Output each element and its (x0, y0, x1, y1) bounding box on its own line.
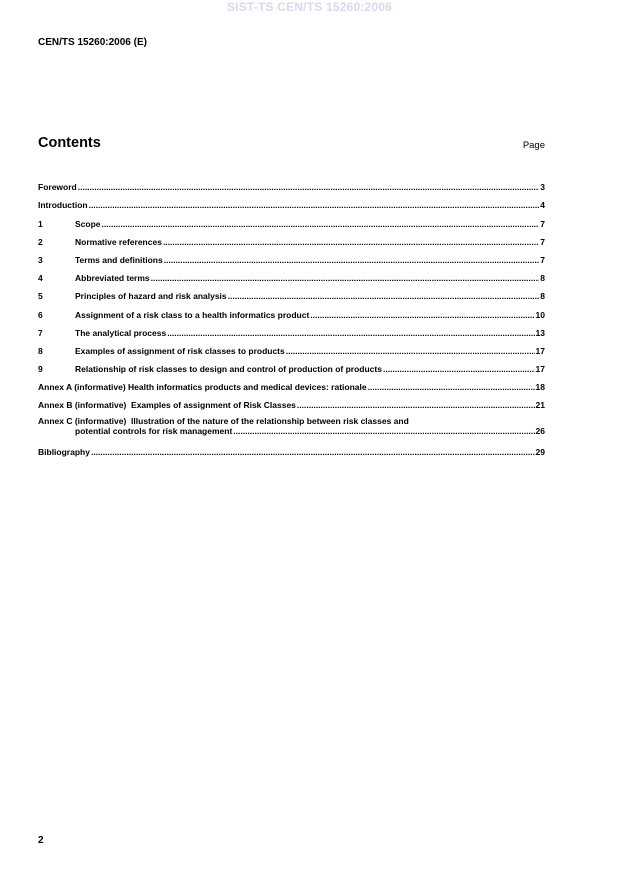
toc-entry-terms-and-definitions[interactable] (38, 247, 545, 265)
toc-entry-number: 5 (38, 291, 43, 302)
toc-entry-normative-references[interactable] (38, 229, 545, 247)
toc-entry-continuation (38, 426, 545, 436)
toc-entry-number: 1 (38, 218, 43, 229)
toc-entry-label-continued: potential controls for risk management (75, 426, 233, 437)
toc-entry-label: Annex C (informative) Illustration of the nature of the relationship between risk classes and (38, 416, 409, 427)
dot-leader (383, 364, 535, 374)
toc-entry-annex-c[interactable] (38, 410, 545, 438)
toc-entry-page: 26 (535, 426, 545, 437)
toc-entry-bibliography[interactable] (38, 438, 545, 456)
toc-entry-page: 4 (540, 200, 545, 211)
dot-leader (151, 273, 540, 283)
toc-entry-analytical-process[interactable] (38, 320, 545, 338)
toc-entry-page: 29 (535, 446, 545, 457)
document-id: CEN/TS 15260:2006 (E) (38, 37, 147, 48)
page-column-label: Page (522, 140, 545, 151)
toc-entry-label: Relationship of risk classes to design and control of production of products (75, 364, 382, 375)
dot-leader (163, 237, 539, 247)
toc-entry-page: 18 (535, 382, 545, 393)
dot-leader (91, 447, 535, 457)
dot-leader (78, 182, 540, 192)
toc-entry-page: 7 (540, 218, 545, 229)
toc-entry-annex-a[interactable] (38, 374, 545, 392)
toc-entry-page: 7 (540, 236, 545, 247)
toc-entry-label: Normative references (75, 236, 162, 247)
toc-entry-principles[interactable] (38, 283, 545, 301)
dot-leader (164, 255, 540, 265)
toc-entry-foreword[interactable] (38, 174, 545, 192)
toc-entry-page: 8 (540, 291, 545, 302)
dot-leader (297, 400, 535, 410)
toc-entry-label: Principles of hazard and risk analysis (75, 291, 227, 302)
toc-entry-page: 21 (535, 400, 545, 411)
toc-entry-annex-b[interactable] (38, 392, 545, 410)
toc-entry-number: 8 (38, 345, 43, 356)
toc-entry-label: Scope (75, 218, 101, 229)
toc-entry-number: 3 (38, 254, 43, 265)
toc-entry-label: Terms and definitions (75, 254, 163, 265)
watermark: SIST-TS CEN/TS 15260:2006 (226, 0, 393, 14)
dot-leader (310, 310, 534, 320)
dot-leader (102, 219, 540, 229)
toc-entry-label: Foreword (38, 182, 77, 193)
dot-leader (89, 200, 540, 210)
toc-entry-label: Bibliography (38, 446, 90, 457)
toc-entry-introduction[interactable] (38, 192, 545, 210)
toc-entry-page: 3 (540, 182, 545, 193)
contents-title: Contents (38, 135, 101, 151)
toc-entry-number: 4 (38, 273, 43, 284)
dot-leader (233, 426, 534, 436)
toc-entry-label: Abbreviated terms (75, 273, 150, 284)
toc-entry-number: 9 (38, 364, 43, 375)
toc-entry-number: 7 (38, 327, 43, 338)
toc-entry-relationship[interactable] (38, 356, 545, 374)
dot-leader (228, 291, 540, 301)
toc-entry-examples[interactable] (38, 338, 545, 356)
dot-leader (167, 328, 534, 338)
dot-leader (368, 382, 535, 392)
toc-entry-abbreviated-terms[interactable] (38, 265, 545, 283)
toc-entry-page: 13 (535, 327, 545, 338)
table-of-contents (38, 174, 545, 457)
toc-entry-label: Annex B (informative) Examples of assignment of Risk Classes (38, 400, 296, 411)
toc-entry-label: Annex A (informative) Health informatics products and medical devices: rationale (38, 382, 367, 393)
toc-entry-label: Assignment of a risk class to a health informatics product (75, 309, 310, 320)
page-number: 2 (38, 835, 44, 846)
toc-entry-label: Examples of assignment of risk classes to products (75, 345, 285, 356)
toc-entry-label: The analytical process (75, 327, 167, 338)
toc-entry-page: 8 (540, 273, 545, 284)
toc-entry-number: 6 (38, 309, 43, 320)
toc-entry-page: 10 (535, 309, 545, 320)
toc-entry-number: 2 (38, 236, 43, 247)
toc-entry-page: 17 (535, 345, 545, 356)
dot-leader (286, 346, 535, 356)
toc-entry-label: Introduction (38, 200, 88, 211)
toc-entry-page: 17 (535, 364, 545, 375)
toc-entry-page: 7 (540, 254, 545, 265)
toc-entry-scope[interactable] (38, 210, 545, 228)
toc-entry-assignment[interactable] (38, 301, 545, 319)
